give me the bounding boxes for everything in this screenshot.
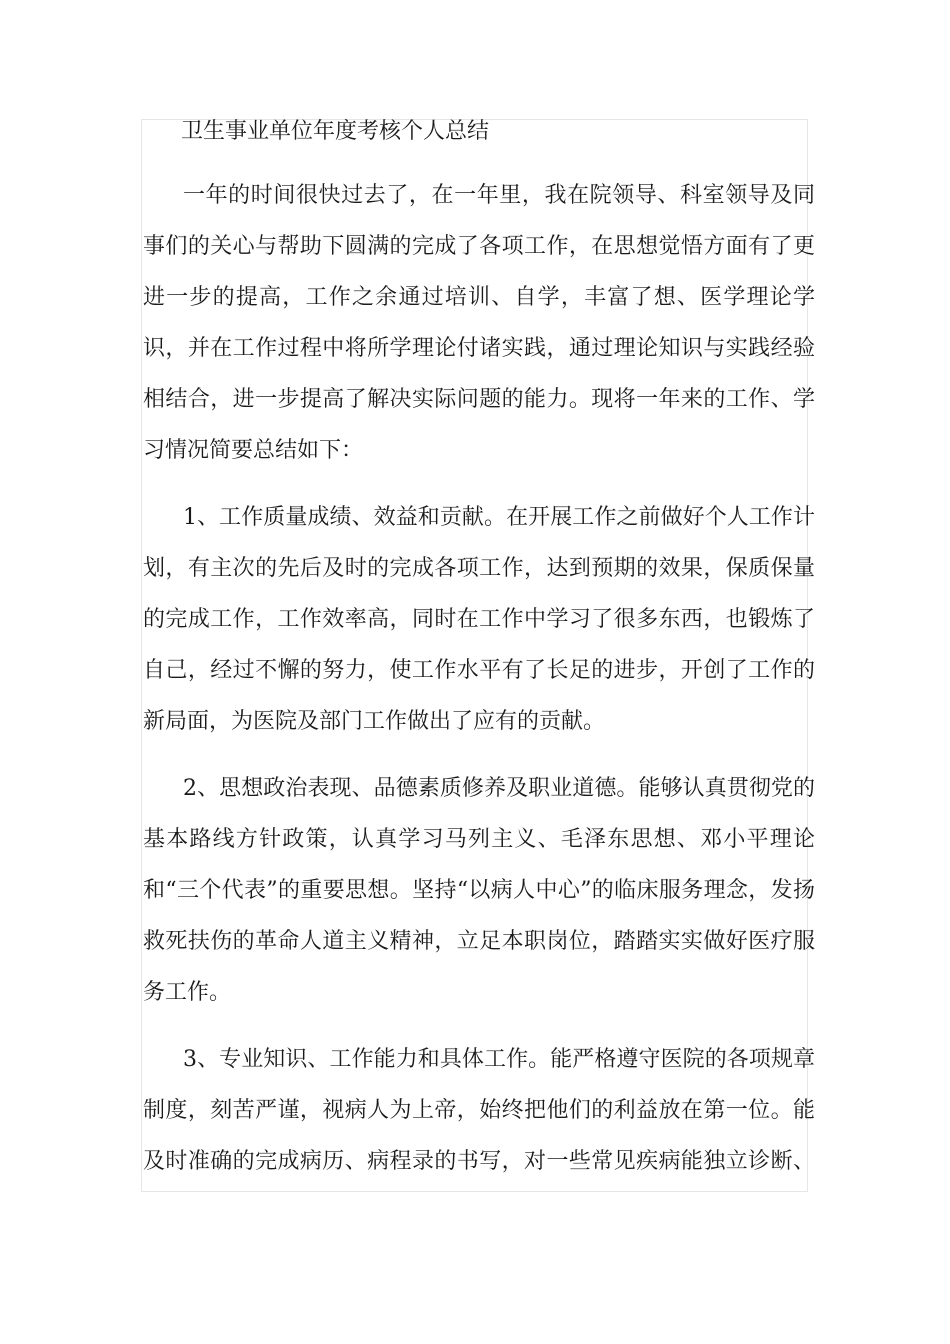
document-title: 卫生事业单位年度考核个人总结 — [181, 119, 490, 144]
page-bottom-margin — [0, 1192, 950, 1344]
intro-paragraph: 一年的时间很快过去了，在一年里，我在院领导、科室领导及同事们的关心与帮助下圆满的完成了各项工作，在思想觉悟方面有了更进一步的提高，工作之余通过培训、自学，丰富了想、医学理论学识，并在工作过程中将所学理论付诸实践，通过理论知识与实践经验相结合，进一步提高了解决实际问题的能力。现将一年来的工作、学习情况简要总结如下： — [143, 183, 815, 463]
document-body — [143, 114, 815, 1238]
section-1-paragraph: 1、工作质量成绩、效益和贡献。在开展工作之前做好个人工作计划，有主次的先后及时的完成各项工作，达到预期的效果，保质保量的完成工作，工作效率高，同时在工作中学习了很多东西，也锻炼了自己，经过不懈的努力，使工作水平有了长足的进步，开创了工作的新局面，为医院及部门工作做出了应有的贡献。 — [143, 505, 815, 734]
section-2-paragraph: 2、思想政治表现、品德素质修养及职业道德。能够认真贯彻党的基本路线方针政策，认真学习马列主义、毛泽东思想、邓小平理论和“三个代表”的重要思想。坚持“以病人中心”的临床服务理念，发扬救死扶伤的革命人道主义精神，立足本职岗位，踏踏实实做好医疗服务工作。 — [143, 776, 815, 1005]
section-3-paragraph: 3、专业知识、工作能力和具体工作。能严格遵守医院的各项规章制度，刻苦严谨，视病人为上帝，始终把他们的利益放在第一位。能及时准确的完成病历、病程录的书写，对一些常见疾病能独立诊断、 — [143, 1047, 815, 1174]
